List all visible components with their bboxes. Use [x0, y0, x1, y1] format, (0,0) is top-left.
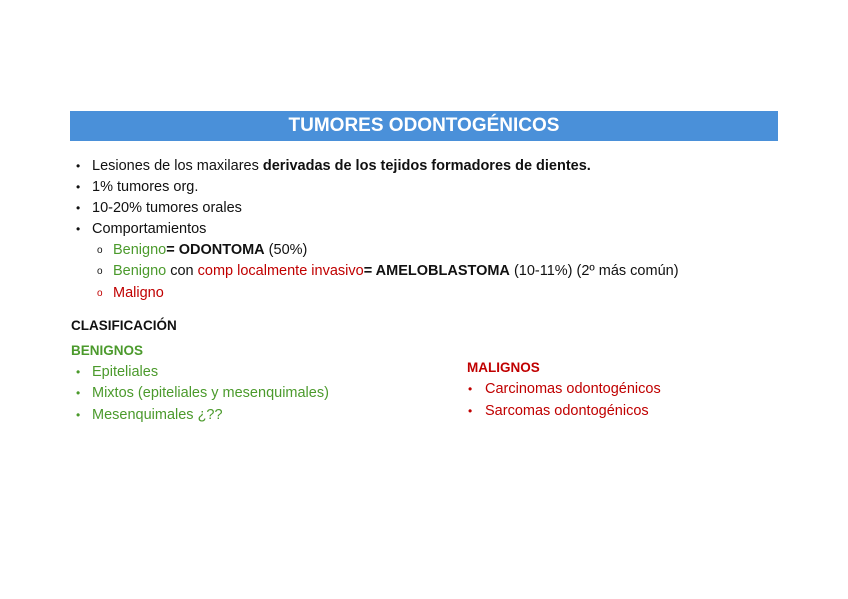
sub-item-maligno: Maligno: [113, 285, 164, 301]
bullet-icon: •: [76, 180, 81, 194]
benignos-item: Epiteliales: [92, 364, 159, 380]
lesiones-bold-text: derivadas de los tejidos formadores de dientes.: [262, 158, 591, 174]
benignos-heading: BENIGNOS: [71, 343, 144, 358]
equals-sign: =: [166, 242, 179, 258]
ameloblastoma-percent: (10-11%) (2º más común): [509, 263, 679, 279]
bullet-icon: •: [468, 404, 473, 418]
bullet-icon: •: [76, 386, 81, 400]
list-item-comportamientos: Comportamientos: [92, 221, 207, 237]
bullet-icon: •: [76, 365, 81, 379]
bullet-icon: •: [76, 159, 81, 173]
sub-item-ameloblastoma: [113, 262, 679, 280]
bullet-icon: •: [76, 408, 81, 422]
list-item-tumores-org: 1% tumores org.: [92, 179, 199, 195]
equals-sign: =: [363, 263, 376, 279]
bullet-icon: •: [76, 201, 81, 215]
odontoma-percent: (50%): [264, 242, 308, 258]
lesiones-text: Lesiones de los maxilares: [92, 158, 263, 174]
sub-bullet-icon: o: [97, 288, 103, 299]
benigno-label: Benigno: [113, 263, 167, 279]
malignos-heading: MALIGNOS: [467, 360, 540, 375]
malignos-item: Sarcomas odontogénicos: [485, 403, 649, 419]
benignos-item: Mesenquimales ¿??: [92, 407, 223, 423]
benigno-label: Benigno: [113, 242, 167, 258]
benignos-item: Mixtos (epiteliales y mesenquimales): [92, 385, 329, 401]
invasivo-label: comp localmente invasivo: [197, 263, 364, 279]
ameloblastoma-label: AMELOBLASTOMA: [375, 263, 510, 279]
con-text: con: [166, 263, 198, 279]
list-item-lesiones: [92, 157, 591, 175]
sub-item-odontoma: [113, 241, 307, 259]
malignos-item: Carcinomas odontogénicos: [485, 381, 661, 397]
list-item-tumores-orales: 10-20% tumores orales: [92, 200, 242, 216]
bullet-icon: •: [468, 382, 473, 396]
clasificacion-heading: CLASIFICACIÓN: [71, 318, 177, 333]
odontoma-label: ODONTOMA: [178, 242, 265, 258]
title-banner: [70, 111, 778, 141]
page-title: TUMORES ODONTOGÉNICOS: [288, 115, 560, 136]
sub-bullet-icon: o: [97, 266, 103, 277]
bullet-icon: •: [76, 222, 81, 236]
sub-bullet-icon: o: [97, 245, 103, 256]
